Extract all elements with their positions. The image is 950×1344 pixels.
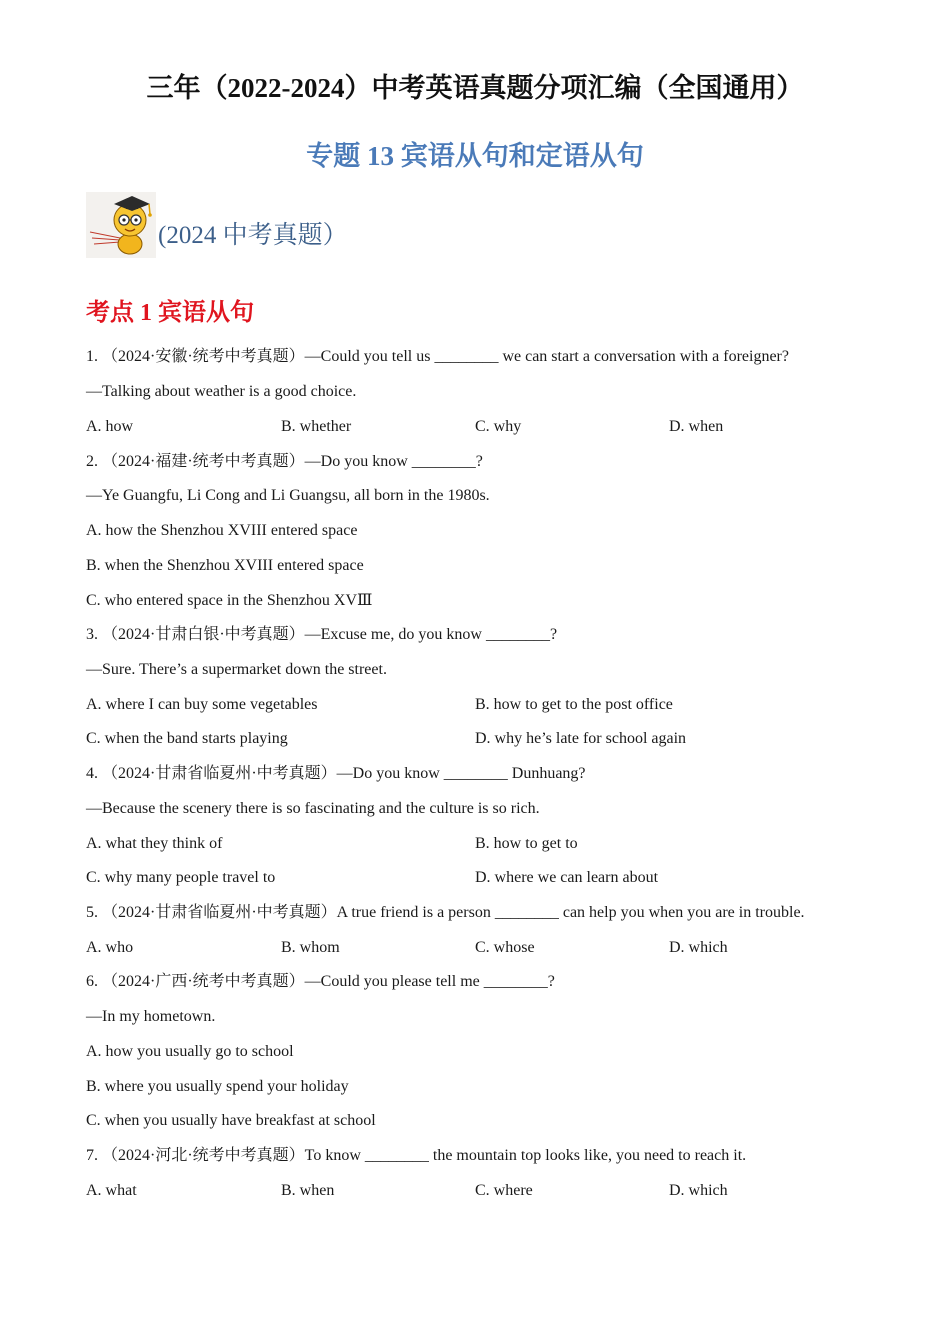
option: B. when the Shenzhou XVIII entered space (86, 557, 364, 574)
question-reply: —Talking about weather is a good choice. (86, 383, 357, 400)
option: B. how to get to (475, 835, 578, 852)
option: A. how the Shenzhou XVIII entered space (86, 522, 358, 539)
topic-subtitle: 专题 13 宾语从句和定语从句 (306, 141, 644, 171)
option: C. when you usually have breakfast at school (86, 1112, 376, 1129)
option: B. whom (281, 939, 340, 956)
option: B. where you usually spend your holiday (86, 1078, 349, 1095)
question-reply: —Sure. There’s a supermarket down the street. (86, 661, 387, 678)
option: A. who (86, 939, 134, 956)
question-stem: 7. （2024·河北·统考中考真题）To know ________ the mountain top looks like, you need to reach it. (86, 1147, 747, 1164)
option: A. where I can buy some vegetables (86, 696, 318, 713)
option: A. what (86, 1182, 137, 1199)
question-stem: 1. （2024·安徽·统考中考真题）—Could you tell us ________ we can start a conversation with a foreigner? (86, 348, 789, 365)
option: B. whether (281, 418, 352, 435)
option: D. why he’s late for school again (475, 730, 687, 747)
question-stem: 4. （2024·甘肃省临夏州·中考真题）—Do you know ________ Dunhuang? (86, 765, 586, 782)
option: D. which (669, 1182, 728, 1199)
option: C. when the band starts playing (86, 730, 288, 747)
question-stem: 5. （2024·甘肃省临夏州·中考真题）A true friend is a person ________ can help you when you are in trouble. (86, 904, 805, 921)
option: C. whose (475, 939, 535, 956)
option: A. how (86, 418, 134, 435)
option: D. which (669, 939, 728, 956)
scholar-mascot-icon (86, 192, 156, 258)
question-stem: 2. （2024·福建·统考中考真题）—Do you know ________? (86, 453, 483, 470)
year-heading (86, 192, 348, 258)
option: C. why many people travel to (86, 869, 276, 886)
option: A. what they think of (86, 835, 223, 852)
document-title: 三年（2022-2024）中考英语真题分项汇编（全国通用） (146, 73, 804, 103)
year-label: (2024 中考真题） (158, 222, 348, 249)
option: C. who entered space in the Shenzhou XVⅢ (86, 592, 373, 609)
question-reply: —Because the scenery there is so fascinating and the culture is so rich. (86, 800, 540, 817)
question-reply: —Ye Guangfu, Li Cong and Li Guangsu, all born in the 1980s. (86, 487, 490, 504)
question-stem: 3. （2024·甘肃白银·中考真题）—Excuse me, do you know ________? (86, 626, 558, 643)
section-title: 考点 1 宾语从句 (86, 300, 254, 326)
option: C. where (475, 1182, 533, 1199)
option: B. how to get to the post office (475, 696, 673, 713)
option: D. where we can learn about (475, 869, 659, 886)
option: C. why (475, 418, 522, 435)
option: D. when (669, 418, 724, 435)
option: B. when (281, 1182, 335, 1199)
question-stem: 6. （2024·广西·统考中考真题）—Could you please tell me ________? (86, 973, 555, 990)
option: A. how you usually go to school (86, 1043, 294, 1060)
question-reply: —In my hometown. (86, 1008, 216, 1025)
